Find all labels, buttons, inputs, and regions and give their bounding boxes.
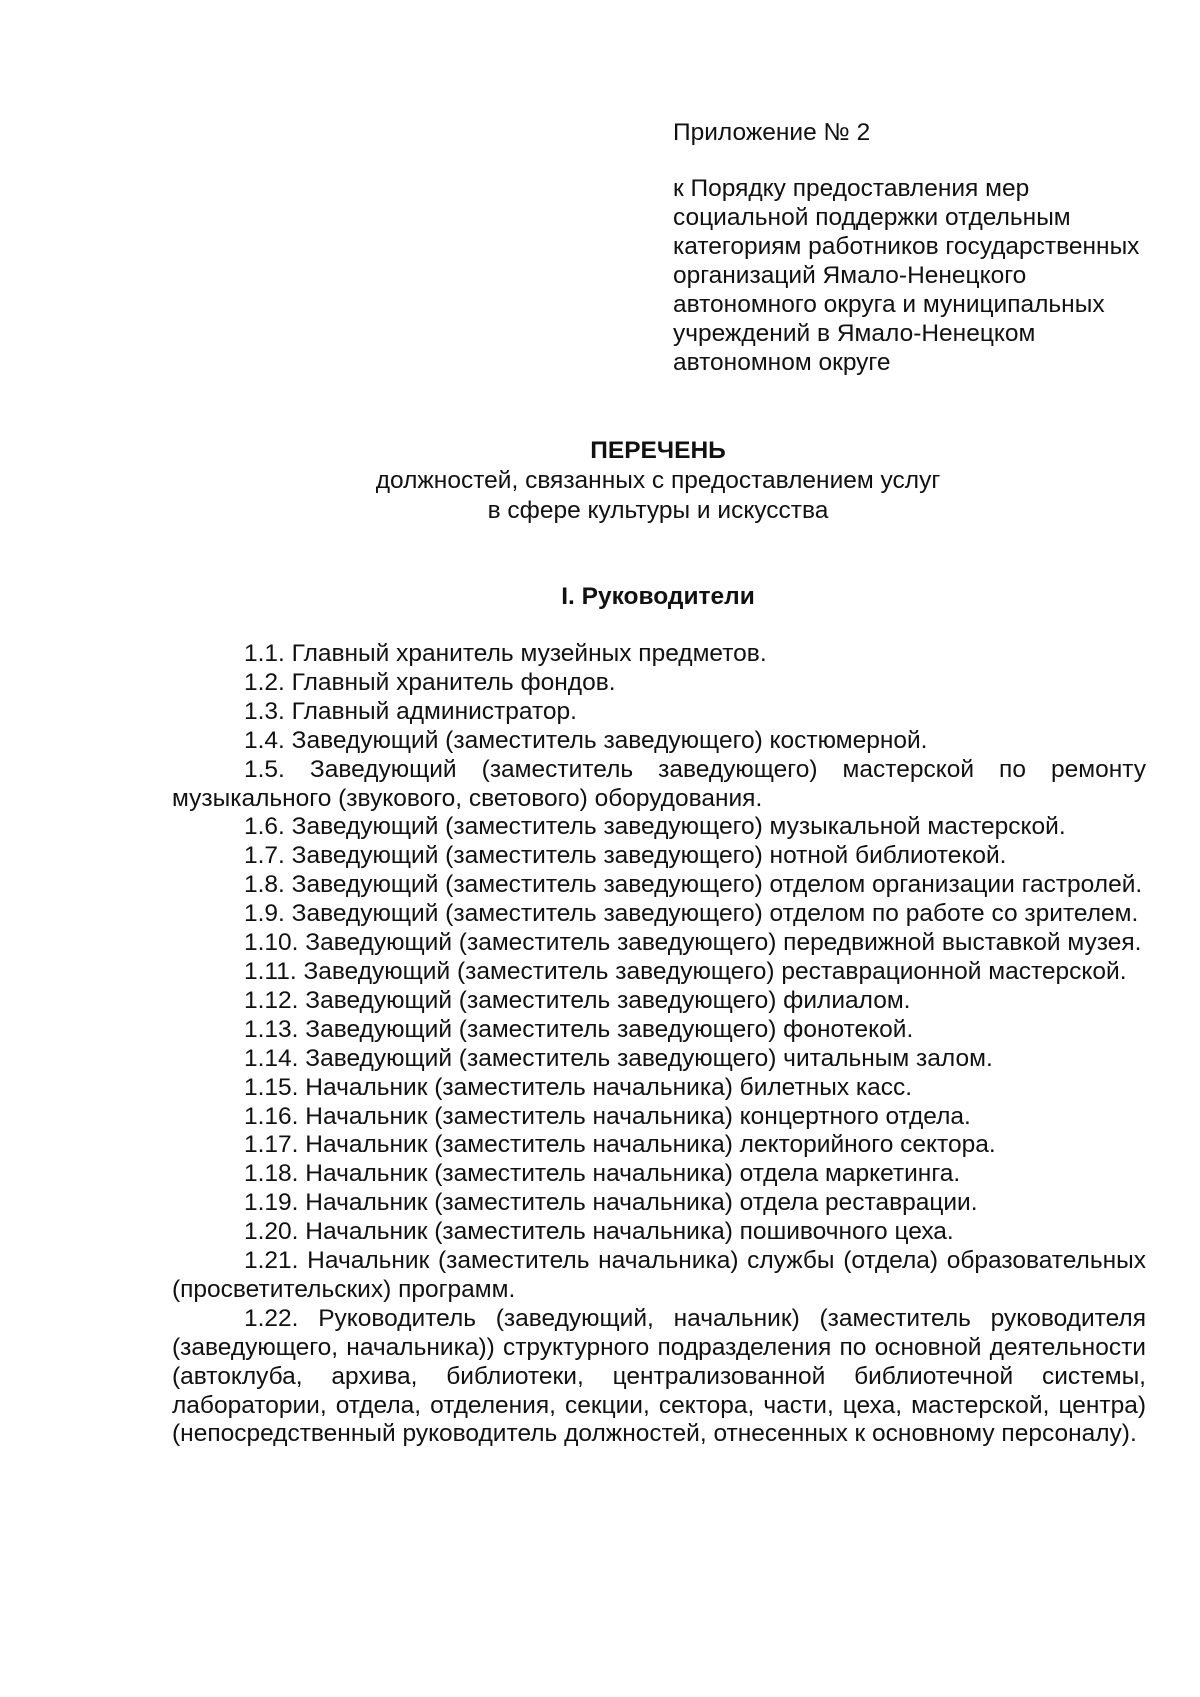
list-item: 1.2. Главный хранитель фондов.	[244, 668, 616, 696]
list-item: 1.16. Начальник (заместитель начальника) концертного отдела.	[244, 1102, 971, 1130]
items-list	[172, 640, 1146, 1449]
list-item: 1.6. Заведующий (заместитель заведующего) музыкальной мастерской.	[244, 813, 1066, 841]
list-item: 1.12. Заведующий (заместитель заведующего) филиалом.	[244, 986, 911, 1014]
list-item: 1.7. Заведующий (заместитель заведующего) нотной библиотекой.	[244, 842, 1007, 870]
list-item: 1.14. Заведующий (заместитель заведующего) читальным залом.	[244, 1044, 993, 1072]
list-item: 1.20. Начальник (заместитель начальника) пошивочного цеха.	[244, 1218, 954, 1246]
document-title: ПЕРЕЧЕНЬ	[590, 437, 726, 464]
document-subtitle-line-1: должностей, связанных с предоставлением услуг	[375, 467, 941, 494]
section-heading: I. Руководители	[561, 583, 755, 610]
list-item: 1.13. Заведующий (заместитель заведующего) фонотекой.	[244, 1015, 914, 1043]
list-item: 1.10. Заведующий (заместитель заведующего) передвижной выставкой музея.	[244, 929, 1142, 957]
appendix-block	[673, 118, 1143, 377]
list-item: 1.19. Начальник (заместитель начальника) отдела реставрации.	[244, 1189, 978, 1217]
title-block	[170, 436, 1146, 526]
list-item: 1.21. Начальник (заместитель начальника) службы (отдела) образовательных (просветительских) программ.	[172, 1247, 1146, 1303]
list-item: 1.3. Главный администратор.	[244, 697, 577, 725]
list-item: 1.11. Заведующий (заместитель заведующего) реставрационной мастерской.	[244, 957, 1127, 985]
document-subtitle-line-2: в сфере культуры и искусства	[487, 497, 829, 524]
list-item: 1.15. Начальник (заместитель начальника) билетных касс.	[244, 1073, 913, 1101]
list-item: 1.1. Главный хранитель музейных предметов.	[244, 640, 767, 667]
list-item: 1.17. Начальник (заместитель начальника) лекторийного сектора.	[244, 1131, 996, 1159]
list-item: 1.9. Заведующий (заместитель заведующего) отделом по работе со зрителем.	[244, 900, 1139, 928]
list-item: 1.4. Заведующий (заместитель заведующего) костюмерной.	[244, 726, 928, 754]
list-item: 1.18. Начальник (заместитель начальника) отдела маркетинга.	[244, 1160, 961, 1188]
list-item: 1.8. Заведующий (заместитель заведующего) отделом организации гастролей.	[244, 871, 1143, 899]
appendix-number: Приложение № 2	[673, 119, 871, 146]
list-item: 1.5. Заведующий (заместитель заведующего) мастерской по ремонту музыкального (звукового, светового) оборудования.	[172, 755, 1146, 812]
list-item: 1.22. Руководитель (заведующий, начальник) (заместитель руководителя (заведующего, начальника)) структурного подразделения по основной деятельности (автоклуба, архива, библиотеки, централизованной библиотечной системы, лаборатории, отдела, отделения, секции, сектора, части, цеха, мастерской, центра) (непосредственный руководитель должностей, отнесенных к основному персоналу).	[172, 1304, 1146, 1448]
appendix-text: к Порядку предоставления мер социальной поддержки отдельным категориям работников государственных организаций Ямало-Ненецкого автономного округа и муниципальных учреждений в Ямало-Ненецком автономном округе	[673, 175, 1140, 376]
